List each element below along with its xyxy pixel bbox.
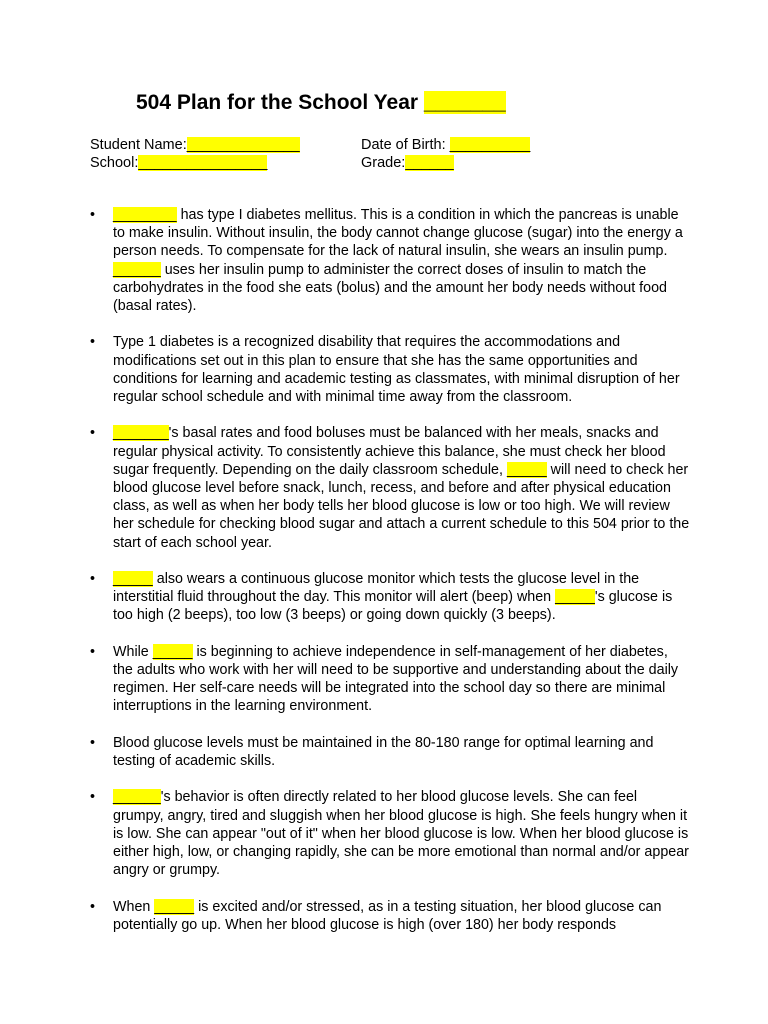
bullet-text: Blood glucose levels must be maintained in the 80-180 range for optimal learning and testing of academic skills. — [113, 734, 654, 770]
bullet-item — [90, 206, 690, 315]
student-name-blank: _____ — [555, 589, 595, 606]
page-title — [136, 91, 506, 115]
bullet-text: is beginning to achieve independence in self-management of her diabetes, the adults who work with her will need to be supportive and understanding about the daily regimen. Her self-care needs will be integrated into the school day so there are minimal interruptions in the learning environment. — [113, 643, 679, 715]
bullet-text: will need to check her blood glucose level before snack, lunch, recess, and before and after physical education class, as well as when her body tells her blood glucose is low or too high. We will review her schedule for checking blood sugar and attach a current schedule to this 504 prior to the start of each school year. — [113, 461, 690, 551]
bullet-item — [90, 333, 690, 406]
bullet-item — [90, 424, 690, 551]
school-field — [90, 154, 267, 172]
bullet-marker: • — [90, 734, 96, 751]
bullet-item — [90, 643, 690, 716]
student-name-blank: _____ — [113, 571, 153, 588]
bullet-text: also wears a continuous glucose monitor which tests the glucose level in the interstitial fluid throughout the day. This monitor will alert (beep) when — [113, 571, 640, 606]
grade-blank: ______ — [405, 155, 454, 171]
bullet-text: 's glucose is too high (2 beeps), too low (3 beeps) or going down quickly (3 beeps). — [113, 589, 673, 624]
date-of-birth-label: Date of Birth: — [361, 137, 450, 153]
student-name-blank: _____ — [152, 643, 193, 660]
bullet-marker: • — [90, 789, 96, 806]
bullet-item — [90, 898, 690, 934]
bullet-text: is excited and/or stressed, as in a testing situation, her blood glucose can potentially go up. When her blood glucose is high (over 180) her body responds — [113, 898, 662, 933]
plan-bullet-list — [90, 206, 690, 952]
school-label: School: — [90, 155, 139, 171]
bullet-marker: • — [90, 571, 96, 588]
bullet-marker: • — [90, 643, 96, 660]
bullet-text: 's basal rates and food boluses must be balanced with her meals, snacks and regular physical activity. To consistently achieve this balance, she must check her blood sugar frequently. Depending on the daily classroom schedule, — [113, 425, 666, 478]
title-text: 504 Plan for the School Year — [136, 91, 424, 114]
student-name-blank: _______ — [113, 425, 169, 442]
student-name-blank: _____ — [506, 461, 547, 478]
student-name-label: Student Name: — [90, 137, 187, 153]
date-of-birth-field — [361, 136, 530, 154]
grade-field — [361, 154, 454, 172]
bullet-item — [90, 570, 690, 625]
student-name-field — [90, 136, 300, 154]
bullet-item — [90, 734, 690, 770]
school-blank: ________________ — [138, 155, 268, 171]
bullet-text: Type 1 diabetes is a recognized disability that requires the accommodations and modifications set out in this plan to ensure that she has the same opportunities and conditions for learning and academic testing as classmates, with minimal disruption of her regular school schedule and with minimal time away from the classroom. — [113, 334, 680, 406]
school-year-blank: _______ — [423, 91, 506, 114]
bullet-text: While — [113, 643, 153, 660]
student-name-blank: ________ — [113, 207, 177, 223]
bullet-text: 's behavior is often directly related to her blood glucose levels. She can feel grumpy, angry, tired and sluggish when her blood glucose is high. She feels hungry when it is low. She can appear "out of it" when her blood glucose is low. When her blood glucose is either high, low, or changing rapidly, she can be more emotional than normal and/or appear angry or grumpy. — [113, 789, 689, 879]
student-name-blank: ______________ — [186, 137, 300, 153]
bullet-text: has type I diabetes mellitus. This is a condition in which the pancreas is unable to make insulin. Without insulin, the body cannot change glucose (sugar) into the energy a person needs. To compensate for the lack of natural insulin, she wears an insulin pump. — [113, 207, 683, 260]
bullet-marker: • — [90, 207, 96, 223]
bullet-marker: • — [90, 425, 96, 442]
bullet-text: uses her insulin pump to administer the correct doses of insulin to match the carbohydrates in the food she eats (bolus) and the amount her body needs without food (basal rates). — [113, 261, 667, 315]
student-name-blank: ______ — [113, 789, 161, 806]
grade-label: Grade: — [361, 155, 406, 171]
student-name-blank: _____ — [154, 898, 195, 915]
bullet-marker: • — [90, 898, 96, 915]
bullet-item — [90, 788, 690, 879]
student-name-blank: ______ — [113, 261, 161, 278]
bullet-text: When — [113, 898, 155, 915]
date-of-birth-blank: __________ — [449, 137, 531, 153]
bullet-marker: • — [90, 334, 96, 351]
